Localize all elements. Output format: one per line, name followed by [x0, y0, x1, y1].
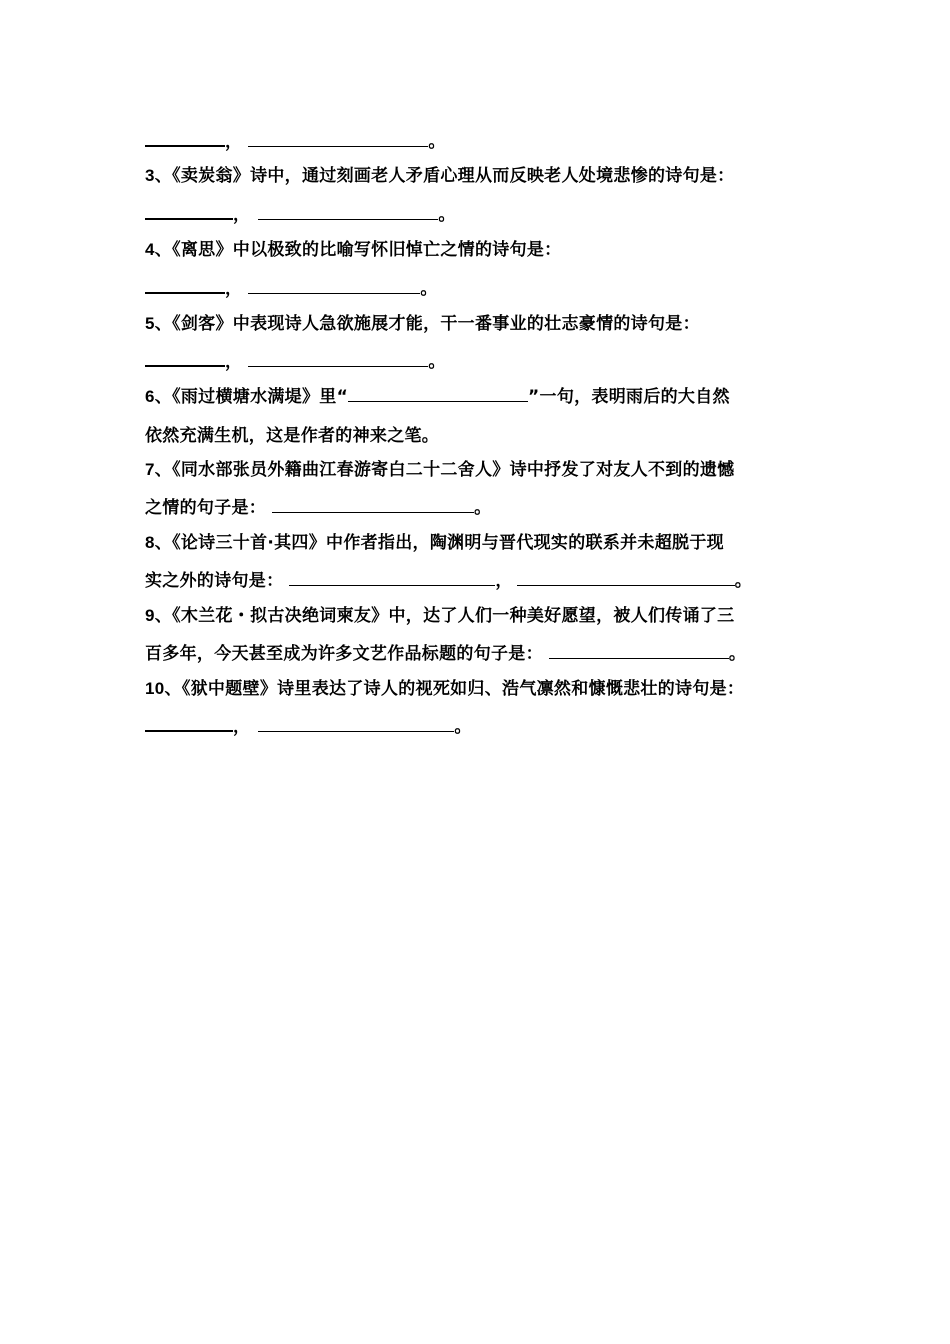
q7-question: [145, 458, 815, 482]
q4-comma: ，: [225, 279, 243, 299]
q7-text: 、《同水部张员外籍曲江春游寄白二十二舍人》诗中抒发了对友人不到的遗憾: [154, 460, 735, 480]
q4-end: 。: [420, 279, 438, 299]
q9-question-line-2: [145, 642, 815, 666]
q9-text-line2: 百多年，今天甚至成为许多文艺作品标题的句子是：: [145, 644, 543, 664]
q8-end: 。: [734, 571, 753, 591]
q7-end: 。: [474, 498, 492, 518]
q9-end: 。: [728, 644, 747, 664]
q3-blank-2[interactable]: [258, 204, 438, 220]
q5-blank-2[interactable]: [248, 351, 428, 367]
q2-answer-line: [145, 130, 815, 154]
q10-end: 。: [454, 717, 472, 737]
q6-blank[interactable]: [348, 386, 528, 402]
q10-number: 10: [145, 679, 165, 698]
q7-question-line-2: [145, 496, 815, 520]
q2-blank-1[interactable]: [145, 130, 225, 147]
q10-comma: ，: [233, 717, 251, 737]
q4-text: 、《离思》中以极致的比喻写怀旧悼亡之情的诗句是：: [154, 240, 562, 260]
q5-text: 、《剑客》中表现诗人急欲施展才能，干一番事业的壮志豪情的诗句是：: [154, 314, 700, 334]
q3-comma: ，: [233, 205, 251, 225]
q5-end: 。: [428, 352, 446, 372]
q6-text-line2: 依然充满生机，这是作者的神来之笔。: [145, 426, 440, 446]
q10-answer-line: [145, 715, 815, 739]
q8-blank-1[interactable]: [289, 570, 495, 586]
q8-number: 8: [145, 533, 155, 552]
q6-question-line-2: [145, 424, 815, 448]
q3-number: 3: [145, 166, 155, 185]
q9-question: [145, 604, 815, 628]
q2-end: 。: [428, 132, 446, 152]
q9-number: 9: [145, 606, 155, 625]
q8-question-line-2: [145, 569, 815, 593]
q3-end: 。: [438, 205, 456, 225]
q7-text-line2: 之情的句子是：: [145, 498, 267, 518]
q6-text-pre: 、《雨过横塘水满堤》里“: [154, 387, 349, 407]
q5-question: [145, 312, 815, 336]
q6-number: 6: [145, 387, 155, 406]
q9-blank[interactable]: [549, 643, 729, 659]
q4-number: 4: [145, 240, 155, 259]
q7-number: 7: [145, 460, 155, 479]
q3-answer-line: [145, 203, 815, 227]
q4-blank-2[interactable]: [248, 278, 420, 294]
q9-text: 、《木兰花・拟古决绝词柬友》中，达了人们一种美好愿望，被人们传诵了三: [154, 606, 735, 626]
q4-answer-line: [145, 277, 815, 301]
q6-text-post: ”一句，表明雨后的大自然: [528, 387, 730, 407]
q7-blank[interactable]: [272, 497, 474, 513]
q8-blank-2[interactable]: [517, 570, 735, 586]
q8-text: 、《论诗三十首·其四》中作者指出，陶渊明与晋代现实的联系并未超脱于现: [154, 533, 724, 553]
q4-question: [145, 238, 815, 262]
q10-blank-1[interactable]: [145, 715, 233, 732]
q5-blank-1[interactable]: [145, 350, 225, 367]
q10-blank-2[interactable]: [258, 716, 454, 732]
q8-question: [145, 531, 815, 555]
q8-text-line2: 实之外的诗句是：: [145, 571, 284, 591]
q10-text: 、《狱中题壁》诗里表达了诗人的视死如归、浩气凛然和慷慨悲壮的诗句是：: [164, 679, 745, 699]
q5-number: 5: [145, 314, 155, 333]
q3-question: [145, 164, 815, 188]
q8-comma: ，: [495, 571, 513, 591]
q3-text: 、《卖炭翁》诗中，通过刻画老人矛盾心理从而反映老人处境悲惨的诗句是：: [154, 166, 735, 186]
q5-answer-line: [145, 350, 815, 374]
q3-blank-1[interactable]: [145, 203, 233, 220]
q2-blank-2[interactable]: [248, 131, 428, 147]
q10-question: [145, 677, 815, 701]
q6-question: [145, 385, 815, 409]
q4-blank-1[interactable]: [145, 277, 225, 294]
q2-comma: ，: [225, 132, 243, 152]
q5-comma: ，: [225, 352, 243, 372]
